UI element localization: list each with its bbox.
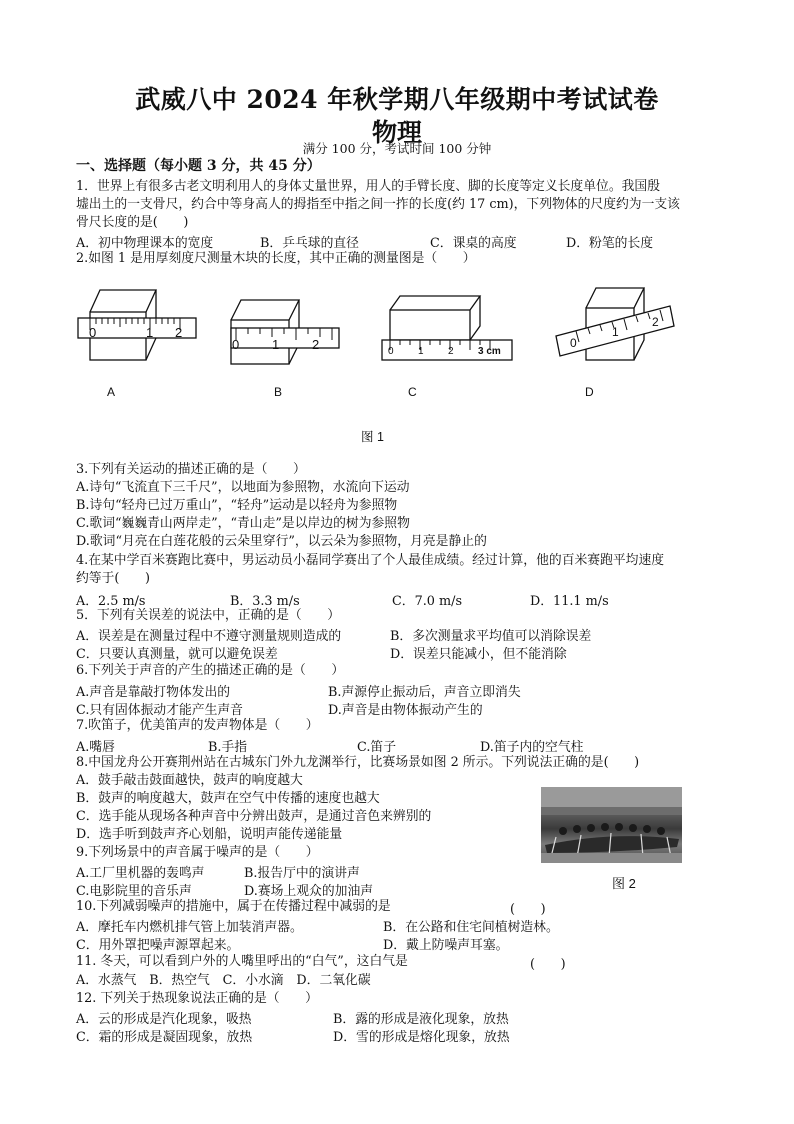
q1-line2: 墟出土的一支骨尺，约合中等身高人的拇指至中指之间一拃的长度(约 17 cm)，下列物体的尺度约为一支该: [76, 197, 680, 212]
fig1c-tick-2: 2: [448, 346, 454, 357]
q1-option-d: D．粉笔的长度: [566, 236, 654, 251]
fig1c-tick-0: 0: [388, 346, 394, 357]
q6-option-b: B.声源停止振动后，声音立即消失: [328, 685, 521, 700]
section-heading: 一、选择题（每小题 3 分，共 45 分）: [76, 158, 321, 174]
fig1c-tick-3cm: 3 cm: [478, 346, 501, 357]
q12-option-a: A．云的形成是汽化现象，吸热: [76, 1012, 252, 1027]
q5-stem: 5．下列有关误差的说法中，正确的是（ ）: [76, 608, 341, 623]
fig1a-tick-0: 0: [89, 325, 97, 340]
q7-option-d: D.笛子内的空气柱: [480, 740, 584, 755]
q5-option-c: C．只要认真测量，就可以避免误差: [76, 647, 278, 662]
fig1-caption: 图 1: [361, 430, 384, 444]
q10-option-b: B．在公路和住宅间植树造林。: [383, 920, 559, 935]
exam-subject: 物理: [371, 118, 422, 147]
q2-stem: 2.如图 1 是用厚刻度尺测量木块的长度，其中正确的测量图是（ ）: [76, 251, 476, 266]
q11-options: A．水蒸气 B．热空气 C．小水滴 D．二氧化碳: [76, 973, 371, 988]
q4-option-c: C．7.0 m/s: [392, 594, 463, 609]
dragon-boat-image: [541, 787, 682, 863]
q12-option-d: D．雪的形成是熔化现象，放热: [333, 1030, 510, 1045]
q7-option-b: B.手指: [208, 740, 248, 755]
q1-line1: 1．世界上有很多古老文明利用人的身体丈量世界，用人的手臂长度、脚的长度等定义长度单位。我国殷: [76, 179, 661, 194]
figure-2-dragon-boat-photo: [541, 787, 682, 863]
q3-stem: 3.下列有关运动的描述正确的是（ ）: [76, 462, 306, 477]
q9-stem: 9.下列场景中的声音属于噪声的是（ ）: [76, 845, 319, 860]
fig1d-tick-1: 1: [612, 325, 619, 339]
fig1d-tick-0: 0: [570, 336, 577, 350]
fig1-label-b: B: [274, 385, 283, 399]
q10-option-c: C．用外罩把噪声源罩起来。: [76, 938, 240, 953]
q3-option-a: A.诗句“飞流直下三千尺”，以地面为参照物，水流向下运动: [76, 480, 410, 495]
q3-option-b: B.诗句“轻舟已过万重山”，“轻舟”运动是以轻舟为参照物: [76, 498, 398, 513]
q6-stem: 6.下列关于声音的产生的描述正确的是（ ）: [76, 663, 345, 678]
q5-option-a: A．误差是在测量过程中不遵守测量规则造成的: [76, 629, 342, 644]
q10-option-a: A．摩托车内燃机排气管上加装消声器。: [76, 920, 303, 935]
q1-line3: 骨尺长度的是( ): [76, 215, 189, 230]
fig1-label-a: A: [107, 385, 116, 399]
q6-option-c: C.只有固体振动才能产生声音: [76, 703, 243, 718]
exam-title: 武威八中 2024 年秋学期八年级期中考试试卷: [135, 85, 659, 114]
fig1b-tick-2: 2: [312, 337, 320, 352]
q7-stem: 7.吹笛子，优美笛声的发声物体是（ ）: [76, 718, 319, 733]
q6-option-d: D.声音是由物体振动产生的: [328, 703, 483, 718]
q7-option-a: A.嘴唇: [76, 740, 115, 755]
q11-blank: ( ): [530, 957, 566, 972]
q9-option-c: C.电影院里的音乐声: [76, 884, 192, 899]
q7-option-c: C.笛子: [357, 740, 396, 755]
q4-option-a: A．2.5 m/s: [76, 594, 146, 609]
q9-option-a: A.工厂里机器的轰鸣声: [76, 866, 205, 881]
exam-info: 满分 100 分，考试时间 100 分钟: [302, 141, 492, 156]
q4-line2: 约等于( ): [76, 571, 150, 586]
q3-option-d: D.歌词“月亮在白莲花般的云朵里穿行”，以云朵为参照物，月亮是静止的: [76, 534, 487, 549]
q1-option-c: C．课桌的高度: [430, 236, 517, 251]
q8-option-d: D．选手听到鼓声齐心划船，说明声能传递能量: [76, 827, 343, 842]
q9-option-d: D.赛场上观众的加油声: [244, 884, 374, 899]
q8-option-c: C．选手能从现场各种声音中分辨出鼓声，是通过音色来辨别的: [76, 809, 432, 824]
q9-option-b: B.报告厅中的演讲声: [244, 866, 360, 881]
q1-option-a: A．初中物理课本的宽度: [76, 236, 214, 251]
q12-option-c: C．霜的形成是凝固现象，放热: [76, 1030, 253, 1045]
fig1-label-d: D: [585, 385, 594, 399]
q8-option-a: A．鼓手敲击鼓面越快，鼓声的响度越大: [76, 773, 303, 788]
figure-1-rulers: [76, 282, 696, 372]
q10-stem: 10.下列减弱噪声的措施中，属于在传播过程中减弱的是: [76, 899, 391, 914]
q6-option-a: A.声音是靠敲打物体发出的: [76, 685, 231, 700]
fig2-caption: 图 2: [612, 876, 636, 891]
fig1b-tick-1: 1: [272, 337, 280, 352]
q5-option-b: B．多次测量求平均值可以消除误差: [390, 629, 592, 644]
q1-option-b: B．乒乓球的直径: [260, 236, 359, 251]
fig1d-tick-2: 2: [652, 315, 659, 329]
q12-option-b: B．露的形成是液化现象，放热: [333, 1012, 509, 1027]
fig1-label-c: C: [408, 385, 417, 399]
q4-line1: 4.在某中学百米赛跑比赛中，男运动员小磊同学赛出了个人最佳成绩。经过计算，他的百米赛跑平均速度: [76, 553, 665, 568]
q10-option-d: D．戴上防噪声耳塞。: [383, 938, 509, 953]
q8-stem: 8.中国龙舟公开赛荆州站在古城东门外九龙渊举行，比赛场景如图 2 所示。下列说法正确的是( ): [76, 755, 640, 770]
fig1c-tick-1: 1: [418, 346, 424, 357]
fig1a-tick-2: 2: [175, 325, 183, 340]
q3-option-c: C.歌词“巍巍青山两岸走”，“青山走”是以岸边的树为参照物: [76, 516, 410, 531]
fig1a-tick-1: 1: [146, 325, 154, 340]
q4-option-d: D．11.1 m/s: [530, 594, 609, 609]
q11-stem: 11. 冬天，可以看到户外的人嘴里呼出的“白气”，这白气是: [76, 954, 408, 969]
q10-blank: ( ): [510, 902, 546, 917]
q8-option-b: B．鼓声的响度越大，鼓声在空气中传播的速度也越大: [76, 791, 380, 806]
q5-option-d: D．误差只能减小，但不能消除: [390, 647, 567, 662]
q12-stem: 12. 下列关于热现象说法正确的是（ ）: [76, 991, 318, 1006]
fig1b-tick-0: 0: [232, 337, 240, 352]
q4-option-b: B．3.3 m/s: [230, 594, 300, 609]
